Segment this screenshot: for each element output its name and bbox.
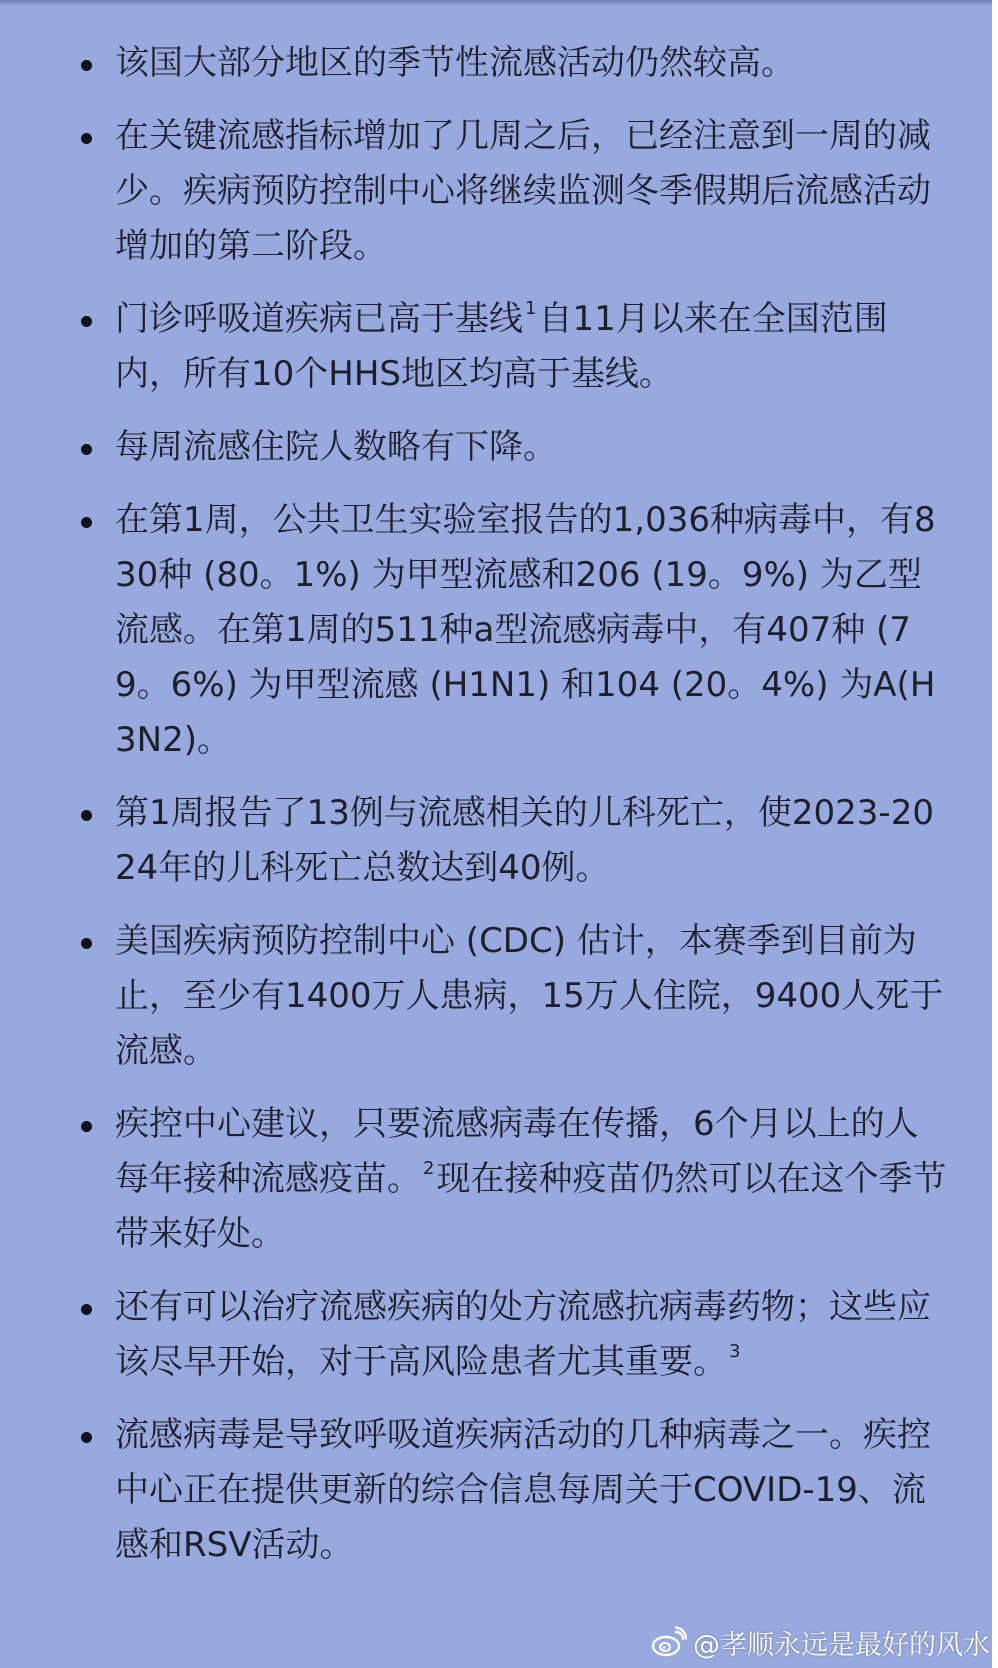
bullet-icon bbox=[81, 810, 92, 821]
top-shadow bbox=[0, 0, 998, 6]
list-item-text: 该国大部分地区的季节性流感活动仍然较高。 bbox=[115, 43, 795, 83]
bullet-icon bbox=[81, 1121, 92, 1132]
list-item bbox=[0, 493, 998, 768]
list-item-text: 每周流感住院人数略有下降。 bbox=[115, 427, 557, 467]
list-item bbox=[0, 1280, 998, 1390]
bullet-icon bbox=[81, 1432, 92, 1443]
list-item-text: 还有可以治疗流感疾病的处方流感抗病毒药物；这些应该尽早开始，对于高风险患者尤其重要。 bbox=[115, 1287, 931, 1382]
list-item-text: 现在接种疫苗仍然可以在这个季节带来好处。 bbox=[115, 1159, 947, 1254]
list-item bbox=[0, 420, 998, 475]
list-item-text: 美国疾病预防控制中心 (CDC) 估计，本赛季到目前为止，至少有1400万人患病，15万人住院，9400人死于流感。 bbox=[115, 921, 944, 1071]
list-item bbox=[0, 292, 998, 402]
bullet-icon bbox=[81, 133, 92, 144]
list-item-text: 流感病毒是导致呼吸道疾病活动的几种病毒之一。疾控中心正在提供更新的综合信息每周关于COVID-19、流感和RSV活动。 bbox=[115, 1415, 931, 1565]
list-item-text: 第1周报告了13例与流感相关的儿科死亡，使2023-2024年的儿科死亡总数达到40例。 bbox=[115, 793, 934, 888]
bullet-icon bbox=[81, 444, 92, 455]
footnote-marker[interactable]: 1 bbox=[525, 298, 537, 319]
list-item-text: 门诊呼吸道疾病已高于基线 bbox=[115, 299, 523, 339]
list-item bbox=[0, 1408, 998, 1573]
list-item-text: 在第1周，公共卫生实验室报告的1,036种病毒中，有830种 (80。1%) 为甲型流感和206 (19。9%) 为乙型流感。在第1周的511种a型流感病毒中，有407种 (79。6%) 为甲型流感 (H1N1) 和104 (20。4%) 为A(H3N2)。 bbox=[115, 500, 936, 760]
watermark bbox=[651, 1622, 990, 1662]
bullet-list bbox=[0, 36, 998, 1591]
list-item bbox=[0, 36, 998, 91]
list-item-text: 在关键流感指标增加了几周之后，已经注意到一周的减少。疾病预防控制中心将继续监测冬季假期后流感活动增加的第二阶段。 bbox=[115, 116, 931, 266]
bullet-icon bbox=[81, 60, 92, 71]
list-item-text: 自11月以来在全国范围内，所有10个HHS地区均高于基线。 bbox=[115, 299, 888, 394]
watermark-text: @孝顺永远是最好的风水 bbox=[693, 1629, 990, 1661]
edge-strip bbox=[992, 0, 998, 1668]
footnote-marker[interactable]: 2 bbox=[423, 1158, 435, 1179]
footnote-marker[interactable]: 3 bbox=[729, 1341, 741, 1362]
list-item bbox=[0, 786, 998, 896]
list-item bbox=[0, 914, 998, 1079]
bullet-icon bbox=[81, 316, 92, 327]
bullet-icon bbox=[81, 1304, 92, 1315]
weibo-icon bbox=[651, 1626, 687, 1658]
bullet-icon bbox=[81, 517, 92, 528]
list-item bbox=[0, 109, 998, 274]
list-item bbox=[0, 1097, 998, 1262]
bullet-icon bbox=[81, 938, 92, 949]
list-item-text: 疾控中心建议，只要流感病毒在传播，6个月以上的人每年接种流感疫苗。 bbox=[115, 1104, 919, 1199]
